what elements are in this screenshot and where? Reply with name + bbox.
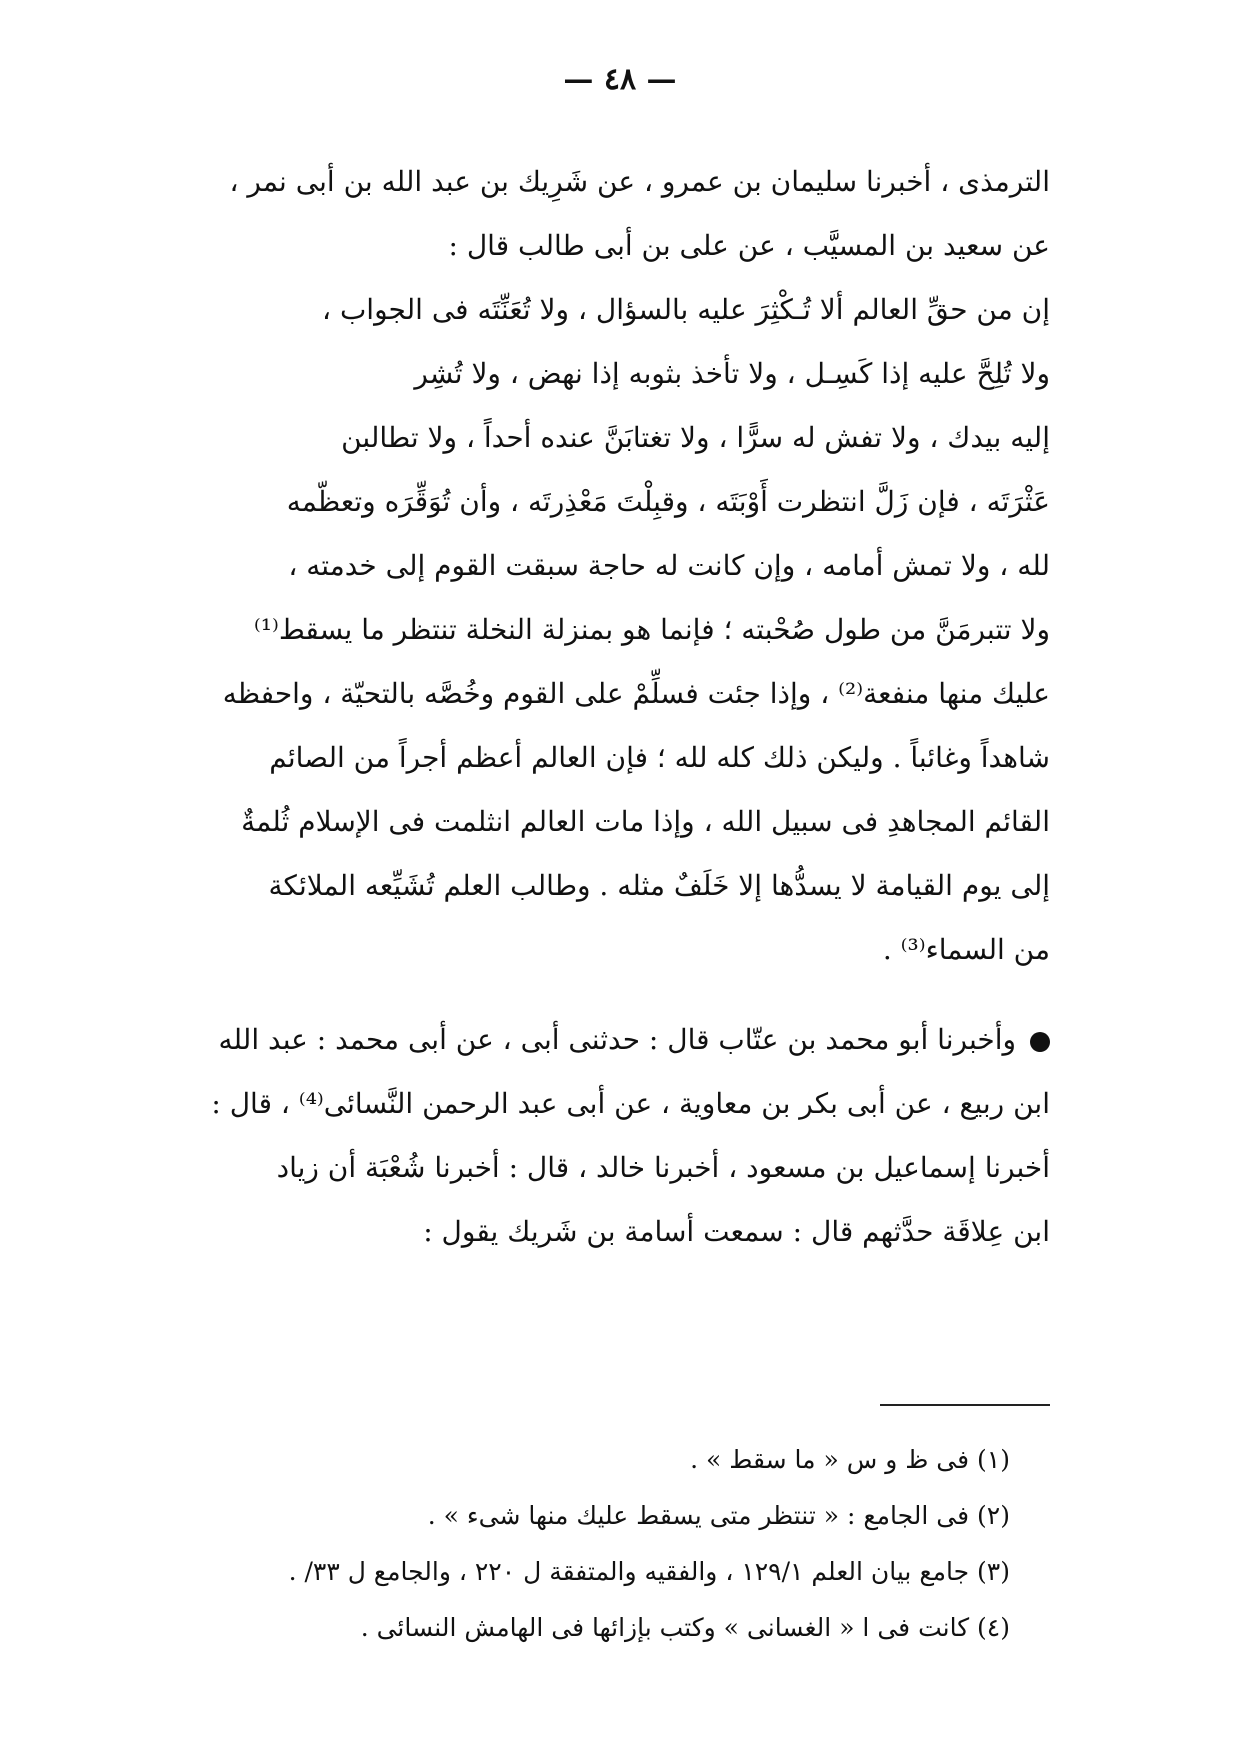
text-line: ابن ربيع ، عن أبى بكر بن معاوية ، عن أبى عبد الرحمن النَّسائى⁽⁴⁾ ، قال :	[211, 1087, 1050, 1120]
text-line: الترمذى ، أخبرنا سليمان بن عمرو ، عن شَرِيك بن عبد الله بن أبى نمر ،	[229, 165, 1050, 198]
text-line: إلى يوم القيامة لا يسدُّها إلا خَلَفٌ مثله . وطالب العلم تُشَيِّعه الملائكة	[268, 869, 1050, 902]
text-line: من السماء⁽³⁾ .	[882, 933, 1050, 966]
text-line: إن من حقِّ العالم ألا تُـكْثِرَ عليه بالسؤال ، ولا تُعَنِّتَه فى الجواب ،	[322, 293, 1050, 326]
text-line	[180, 1008, 1050, 1072]
text-line: ولا تتبرمَنَّ من طول صُحْبته ؛ فإنما هو بمنزلة النخلة تنتظر ما يسقط⁽¹⁾	[253, 613, 1050, 646]
paragraph-gap	[180, 982, 1050, 1008]
text-line: عليك منها منفعة⁽²⁾ ، وإذا جئت فسلِّمْ على القوم وخُصَّه بالتحيّة ، واحفظه	[222, 677, 1050, 710]
text-line: لله ، ولا تمش أمامه ، وإن كانت له حاجة سبقت القوم إلى خدمته ،	[288, 549, 1050, 582]
footnote: (٤) كانت فى ا « الغسانى » وكتب بإزائها فى الهامش النسائى .	[360, 1613, 1010, 1642]
footnote: (١) فى ظ و س « ما سقط » .	[690, 1445, 1010, 1474]
text-line: ولا تُلِحَّ عليه إذا كَسِـل ، ولا تأخذ بثوبه إذا نهض ، ولا تُشِر	[414, 357, 1050, 390]
footnote: (٢) فى الجامع : « تنتظر متى يسقط عليك منها شىء » .	[427, 1501, 1010, 1530]
page-number: — ٤٨ —	[563, 62, 677, 97]
text-line: ابن عِلاقَة حدَّثهم قال : سمعت أسامة بن شَريك يقول :	[423, 1215, 1050, 1248]
bullet-icon	[1030, 1032, 1050, 1052]
footnotes	[180, 1432, 1010, 1656]
footnote: (٣) جامع بيان العلم ١٢٩/١ ، والفقيه والمتفقة ل ٢٢٠ ، والجامع ل ٣٣/ .	[288, 1557, 1010, 1586]
text-line: إليه بيدك ، ولا تفش له سرًّا ، ولا تغتابَنَّ عنده أحداً ، ولا تطالبن	[341, 421, 1050, 454]
footnote-divider	[880, 1404, 1050, 1406]
text-line: أخبرنا إسماعيل بن مسعود ، أخبرنا خالد ، قال : أخبرنا شُعْبَة أن زياد	[276, 1151, 1050, 1184]
text-line: القائم المجاهدِ فى سبيل الله ، وإذا مات العالم انثلمت فى الإسلام ثُلمةٌ	[241, 805, 1050, 838]
text-line: شاهداً وغائباً . وليكن ذلك كله لله ؛ فإن العالم أعظم أجراً من الصائم	[269, 741, 1050, 774]
text-line-content: وأخبرنا أبو محمد بن عتّاب قال : حدثنى أبى ، عن أبى محمد : عبد الله	[218, 1023, 1016, 1056]
text-line: عَثْرَتَه ، فإن زَلَّ انتظرت أَوْبَتَه ، وقبِلْتَ مَعْذِرتَه ، وأن تُوَقِّرَه وتعظّمه	[286, 485, 1050, 518]
main-text	[180, 150, 1050, 1264]
text-line: عن سعيد بن المسيَّب ، عن على بن أبى طالب قال :	[448, 229, 1050, 262]
